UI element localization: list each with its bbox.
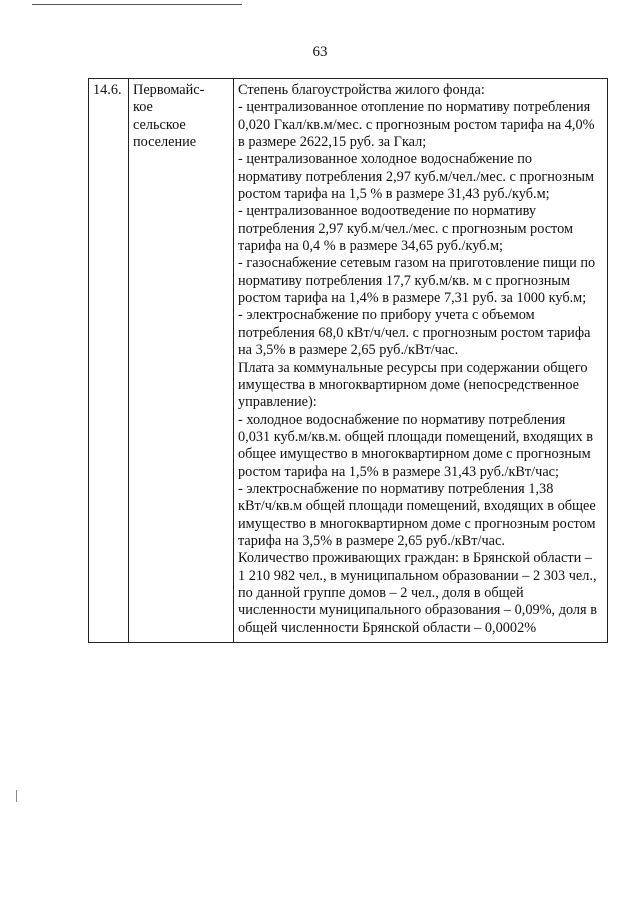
- description-line: 0,031 куб.м/кв.м. общей площади помещений, входящих в: [238, 428, 594, 445]
- description-line: потребления 68,0 кВт/ч/чел. с прогнозным ростом тарифа: [238, 324, 591, 341]
- description-line: - централизованное отопление по нормативу потребления: [238, 99, 591, 116]
- description-line: управление):: [238, 394, 317, 411]
- description-line: Плата за коммунальные ресурсы при содержании общего: [238, 359, 588, 376]
- description-line: потребления 2,97 куб.м/чел./мес. с прогнозным ростом: [238, 220, 574, 237]
- description-line: общее имущество в многоквартирном доме с прогнозным: [238, 446, 591, 463]
- row-number-cell: 14.6.: [89, 79, 129, 643]
- document-table: [88, 78, 608, 643]
- description-line: численности муниципального образования – 0,09%, доля в: [238, 602, 597, 619]
- settlement-name-line: Первомайс-: [133, 82, 205, 98]
- table-row: [89, 79, 608, 643]
- scan-margin-mark: [16, 790, 17, 802]
- description-line: по данной группе домов – 2 чел., доля в общей: [238, 584, 524, 601]
- description-line: - централизованное водоотведение по нормативу: [238, 203, 537, 220]
- settlement-name-line: кое: [133, 99, 153, 116]
- description-line: общей численности Брянской области – 0,0002%: [238, 619, 537, 636]
- description-line: в размере 2622,15 руб. за Гкал;: [238, 134, 427, 151]
- description-line: ростом тарифа на 1,4% в размере 7,31 руб. за 1000 куб.м;: [238, 290, 587, 307]
- settlement-name-line: сельское: [133, 116, 186, 133]
- description-line: ростом тарифа на 1,5 % в размере 31,43 руб./куб.м;: [238, 186, 550, 203]
- description-cell: [234, 79, 608, 643]
- description-line: - электроснабжение по прибору учета с объемом: [238, 307, 535, 324]
- description-line: тарифа на 3,5% в размере 2,65 руб./кВт/час.: [238, 532, 505, 549]
- description-line: Степень благоустройства жилого фонда:: [238, 82, 485, 98]
- description-line: кВт/ч/кв.м общей площади помещений, входящих в общее: [238, 498, 596, 515]
- description-line: имущества в многоквартирном доме (непосредственное: [238, 376, 580, 393]
- page-number: 63: [312, 44, 328, 60]
- description-line: - газоснабжение сетевым газом на приготовление пищи по: [238, 255, 596, 272]
- description-line: нормативу потребления 17,7 куб.м/кв. м с прогнозным: [238, 272, 571, 289]
- description-line: - холодное водоснабжение по нормативу потребления: [238, 411, 566, 428]
- description-line: тарифа на 0,4 % в размере 34,65 руб./куб.м;: [238, 238, 504, 255]
- description-line: на 3,5% в размере 2,65 руб./кВт/час.: [238, 342, 459, 359]
- settlement-name-line: поселение: [133, 134, 197, 151]
- settlement-name-cell: [129, 79, 234, 643]
- description-line: - централизованное холодное водоснабжение по: [238, 151, 533, 168]
- scan-edge-line: [32, 4, 242, 5]
- description-line: - электроснабжение по нормативу потребления 1,38: [238, 480, 554, 497]
- description-line: Количество проживающих граждан: в Брянской области –: [238, 550, 592, 567]
- description-line: ростом тарифа на 1,5% в размере 31,43 руб./кВт/час;: [238, 463, 559, 480]
- description-line: имущество в многоквартирном доме с прогнозным ростом: [238, 515, 596, 532]
- description-line: 1 210 982 чел., в муниципальном образовании – 2 303 чел.,: [238, 567, 597, 584]
- description-line: 0,020 Гкал/кв.м/мес. с прогнозным ростом тарифа на 4,0%: [238, 116, 595, 133]
- description-line: нормативу потребления 2,97 куб.м/чел./мес. с прогнозным: [238, 168, 595, 185]
